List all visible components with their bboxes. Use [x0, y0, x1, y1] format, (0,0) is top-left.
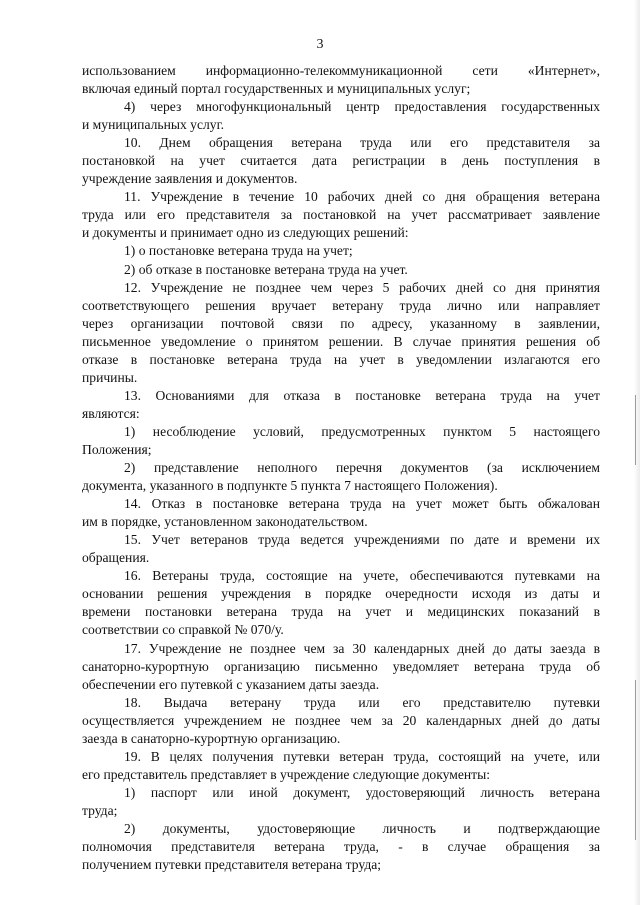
text-line: 17. Учреждение не позднее чем за 30 календарных дней до даты заезда в — [124, 640, 600, 656]
text-line: постановкой на учет считается дата регистрации в день поступления в — [82, 153, 600, 169]
text-line: 19. В целях получения путевки ветеран труда, состоящий на учете, или — [124, 748, 600, 764]
text-line: и муниципальных услуг. — [82, 117, 225, 133]
text-line: 14. Отказ в постановке ветерана труда на учет может быть обжалован — [124, 496, 600, 512]
text-line: Положения; — [82, 441, 152, 457]
scan-edge-mark — [635, 680, 636, 840]
text-line: 13. Основаниями для отказа в постановке ветерана труда на учет — [124, 387, 600, 403]
text-line: включая единый портал государственных и муниципальных услуг; — [82, 81, 471, 97]
text-line: 2) об отказе в постановке ветерана труда на учет. — [124, 261, 408, 277]
text-line: документа, указанного в подпункте 5 пункта 7 настоящего Положения). — [82, 478, 498, 494]
page-number: 3 — [316, 37, 324, 52]
text-line: санаторно-курортную организацию письменно уведомляет ветерана труда об — [82, 658, 600, 674]
document-body — [82, 62, 600, 874]
text-line: полномочия представителя ветерана труда, - в случае обращения за — [82, 839, 600, 855]
text-line: 1) о постановке ветерана труда на учет; — [124, 243, 353, 259]
text-line: осуществляется учреждением не позднее чем за 20 календарных дней до даты — [82, 712, 600, 728]
text-line: 2) представление неполного перечня документов (за исключением — [124, 460, 600, 476]
text-line: причины. — [82, 369, 138, 385]
text-line: труда или его представителя за постановкой на учет рассматривает заявление — [82, 207, 600, 223]
text-line: 4) через многофункциональный центр предоставления государственных — [124, 99, 600, 115]
text-line: 10. Днем обращения ветерана труда или его представителя за — [124, 135, 600, 151]
text-line: 16. Ветераны труда, состоящие на учете, обеспечиваются путевками на — [124, 568, 600, 584]
text-line: учреждение заявления и документов. — [82, 171, 298, 187]
text-line: являются: — [82, 405, 140, 421]
scan-edge-mark — [635, 395, 636, 465]
text-line: 18. Выдача ветерану труда или его представителю путевки — [124, 694, 600, 710]
text-line: 12. Учреждение не позднее чем через 5 рабочих дней со дня принятия — [124, 279, 600, 295]
text-line: им в порядке, установленном законодательством. — [82, 514, 368, 530]
text-line: и документы и принимает одно из следующих решений: — [82, 225, 409, 241]
text-line: обращения. — [82, 550, 150, 566]
text-line: 2) документы, удостоверяющие личность и подтверждающие — [124, 820, 600, 836]
text-line: письменное уведомление о принятом решении. В случае принятия решения об — [82, 333, 600, 349]
text-line: соответствии со справкой № 070/у. — [82, 622, 284, 638]
text-line: его представитель представляет в учреждение следующие документы: — [82, 766, 491, 782]
text-line: труда; — [82, 802, 118, 818]
text-line: через организации почтовой связи по адресу, указанному в заявлении, — [82, 315, 600, 331]
text-line: основании решения учреждения в порядке очередности исходя из даты и — [82, 586, 600, 602]
text-line: соответствующего решения вручает ветерану труда лично или направляет — [82, 297, 600, 313]
text-line: 1) несоблюдение условий, предусмотренных пунктом 5 настоящего — [124, 423, 600, 439]
text-line: заезда в санаторно-курортную организацию. — [82, 730, 341, 746]
text-line: 1) паспорт или иной документ, удостоверяющий личность ветерана — [124, 784, 600, 800]
text-line: 11. Учреждение в течение 10 рабочих дней со дня обращения ветерана — [124, 189, 600, 205]
text-line: получением путевки представителя ветерана труда; — [82, 857, 382, 873]
text-line: отказе в постановке ветерана труда на учет в уведомлении излагаются его — [82, 351, 600, 367]
text-line: использованием информационно-телекоммуникационной сети «Интернет», — [82, 63, 600, 78]
text-line: 15. Учет ветеранов труда ведется учреждениями по дате и времени их — [124, 532, 600, 548]
text-line: времени постановки ветерана труда на учет и медицинских показаний в — [82, 604, 600, 620]
text-line: обеспечении его путевкой с указанием даты заезда. — [82, 676, 380, 692]
